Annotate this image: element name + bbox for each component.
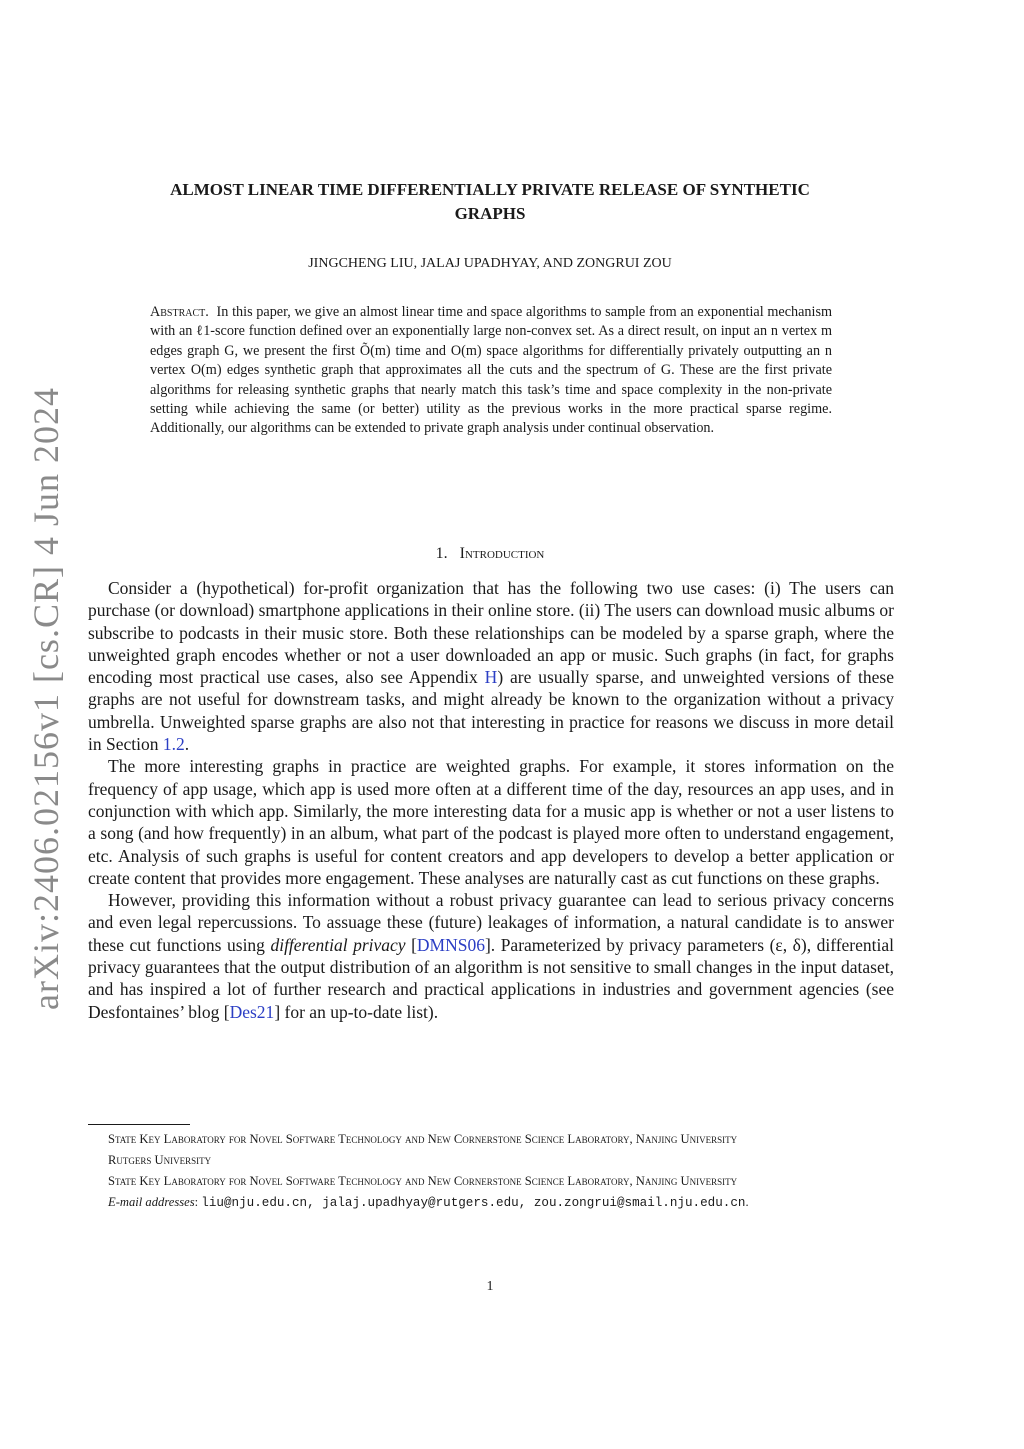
citation-link-dmns06[interactable]: DMNS06 [416, 934, 485, 955]
arxiv-identifier: arXiv:2406.02156v1 [cs.CR] 4 Jun 2024 [26, 387, 66, 1010]
section-heading [120, 545, 860, 563]
abstract [150, 303, 832, 439]
affiliation-2: Rutgers University [108, 1153, 212, 1167]
appendix-link[interactable]: H [484, 667, 498, 688]
author-list: JINGCHENG LIU, JALAJ UPADHYAY, AND ZONGRUI ZOU [308, 256, 672, 271]
body-text [88, 577, 894, 1023]
abstract-label: Abstract. [150, 304, 209, 320]
paragraph-3: However, providing this information without a robust privacy guarantee can lead to serious privacy concerns and even legal repercussions. To assuage these (future) leakages of information, a natural candidate is to answer these cut functions using differential privacy [DMNS06]. Parameterized by privacy parameters (ε, δ), differential privacy guarantees that the output distribution of an algorithm is not sensitive to small changes in the input dataset, and has inspired a lot of further research and practical applications in industries and government agencies (see Desfontaines’ blog [Des21] for an up-to-date list). [88, 890, 895, 1022]
title-line-1: ALMOST LINEAR TIME DIFFERENTIALLY PRIVATE RELEASE OF SYNTHETIC [170, 180, 810, 199]
abstract-text: In this paper, we give an almost linear time and space algorithms to sample from an exponential mechanism with an ℓ1-score function defined over an exponentially large non-convex set. As a direct result, on input an n vertex m edges graph G, we present the first Õ(m) time and O(m) space algorithms for differentially privately outputting an n vertex O(m) edges synthetic graph that approximates all the cuts and the spectrum of G. These are the first private algorithms for releasing synthetic graphs that nearly match this task’s time and space complexity in the non-private setting while achieving the same (or better) utility as the previous works in the more practical sparse regime. Additionally, our algorithms can be extended to private graph analysis under continual observation. [150, 304, 833, 437]
page-number: 1 [486, 1279, 494, 1294]
section-link[interactable]: 1.2 [162, 734, 185, 755]
email-list: liu@nju.edu.cn, jalaj.upadhyay@rutgers.edu, zou.zongrui@smail.nju.edu.cn [201, 1196, 746, 1210]
email-addresses: E-mail addresses: liu@nju.edu.cn, jalaj.upadhyay@rutgers.edu, zou.zongrui@smail.nju.edu.cn. [108, 1195, 749, 1210]
affiliation-3: State Key Laboratory for Novel Software Technology and New Cornerstone Science Laboratory, Nanjing University [108, 1174, 738, 1188]
citation-link-des21[interactable]: Des21 [229, 1001, 275, 1022]
title-line-2: GRAPHS [454, 204, 526, 223]
emphasis-differential-privacy: differential privacy [270, 934, 406, 955]
footnote-divider [88, 1124, 190, 1125]
footnotes [88, 1130, 894, 1212]
section-title: Introduction [459, 545, 545, 562]
affiliation-1: State Key Laboratory for Novel Software Technology and New Cornerstone Science Laboratory, Nanjing University [108, 1132, 738, 1146]
section-number: 1. [435, 545, 448, 562]
paragraph-1: Consider a (hypothetical) for-profit organization that has the following two use cases: (i) The users can purchase (or download) smartphone applications in their online store. (ii) The users can download music albums or subscribe to podcasts in their music store. Both these relationships can be modeled by a sparse graph, where the unweighted graph encodes whether or not a user downloaded an app or music. Such graphs (in fact, for graphs encoding most practical use cases, also see Appendix H) are usually sparse, and unweighted versions of these graphs are not useful for downstream tasks, and might already be known to the organization without a privacy umbrella. Unweighted sparse graphs are also not that interesting in practice for reasons we discuss in more detail in Section 1.2. [88, 578, 894, 755]
paper-title [120, 178, 860, 226]
email-label: E-mail addresses [108, 1195, 195, 1209]
paragraph-2: The more interesting graphs in practice are weighted graphs. For example, it stores information on the frequency of app usage, which app is used more often at a different time of the day, resources an app uses, and in conjunction with which app. Similarly, the more interesting data for a music app is whether or not a user listens to a song (and how frequently) in an album, what part of the podcast is played more often to understand engagement, etc. Analysis of such graphs is useful for content creators and app developers to develop a better application or create content that provides more engagement. These analyses are naturally cast as cut functions on these graphs. [88, 756, 894, 888]
